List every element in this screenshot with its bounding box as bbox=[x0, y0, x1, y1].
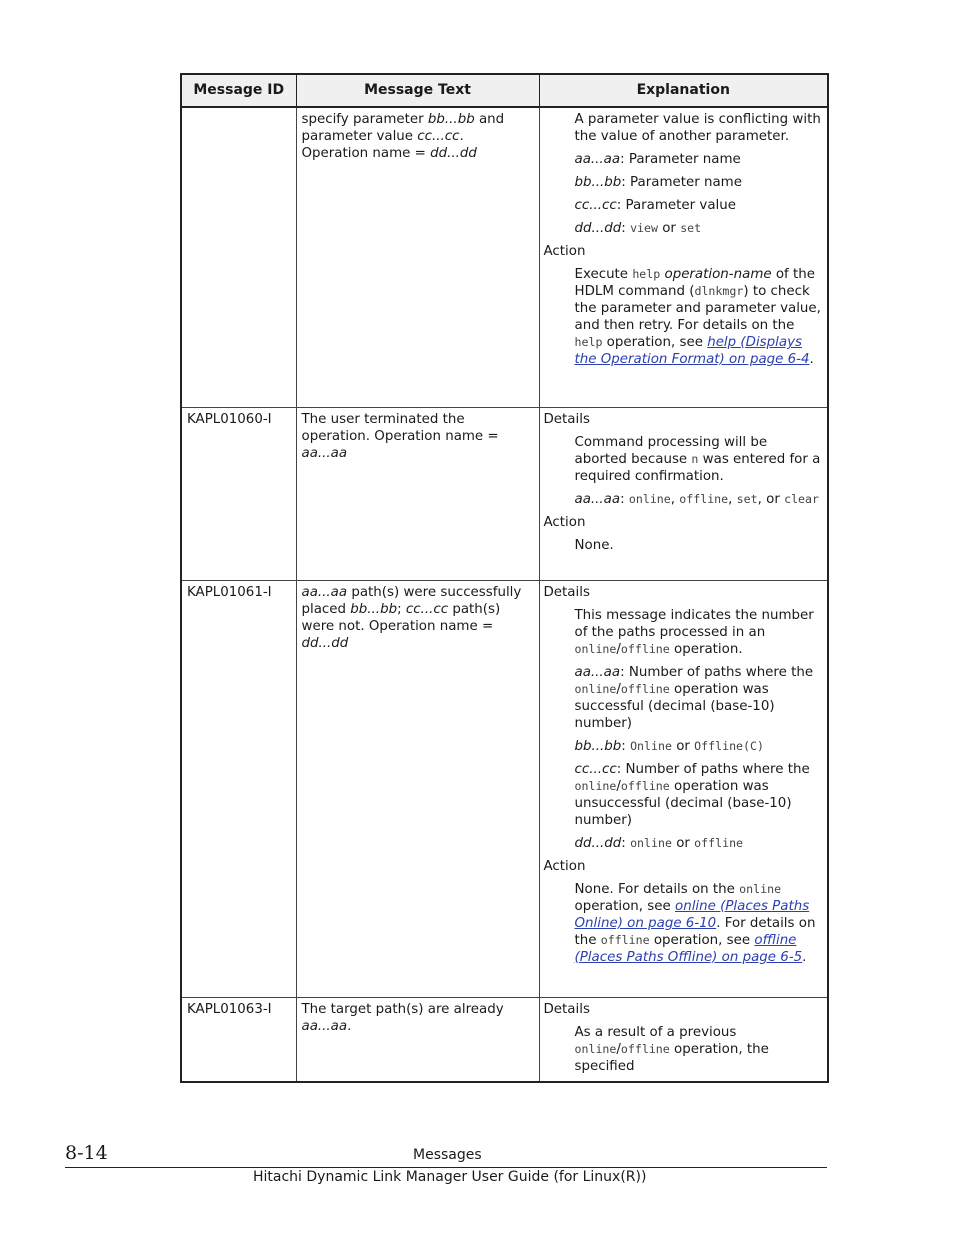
action-text: None. bbox=[574, 537, 614, 553]
message-text-cell: aa...aa path(s) were successfully placed bb...bb; cc...cc path(s) were not. Operation name = dd...dd bbox=[296, 580, 539, 997]
footer-divider bbox=[65, 1167, 827, 1168]
message-id-cell: KAPL01063-I bbox=[181, 997, 296, 1082]
details-text: Command processing will be aborted because n was entered for a required confirmation. bbox=[574, 434, 821, 484]
details-label: Details bbox=[543, 584, 590, 600]
table-row bbox=[181, 107, 828, 407]
page-number: 8-14 bbox=[65, 1142, 108, 1164]
message-id-cell: KAPL01060-I bbox=[181, 407, 296, 580]
variable-cc: cc...cc: Number of paths where the online/offline operation was unsuccessful (decimal (base-10) number) bbox=[574, 761, 810, 828]
variable-bb: bb...bb: Online or Offline(C) bbox=[574, 738, 764, 754]
message-text-cell: The user terminated the operation. Operation name = aa...aa bbox=[296, 407, 539, 580]
variable-aa: aa...aa: Number of paths where the online/offline operation was successful (decimal (base-10) number) bbox=[574, 664, 814, 731]
table-row bbox=[181, 407, 828, 580]
online-operation-link[interactable]: online (Places Paths Online) on page 6-10 bbox=[574, 898, 810, 931]
variable-cc: cc...cc: Parameter value bbox=[574, 198, 736, 213]
action-label: Action bbox=[543, 244, 586, 259]
action-text: None. For details on the online operation, see online (Places Paths Online) on page 6-10. For details on the offline operation, see offline (Places Paths Offline) on page 6-5. bbox=[574, 881, 816, 965]
footer-section-title: Messages bbox=[413, 1147, 482, 1163]
table-row bbox=[181, 997, 828, 1082]
details-text: As a result of a previous online/offline operation, the specified bbox=[574, 1024, 769, 1074]
action-text: Execute help operation-name of the HDLM command (dlnkmgr) to check the parameter and parameter value, and then retry. For details on the help operation, see help (Displays the Operation Format) on page 6-4. bbox=[574, 267, 821, 367]
messages-table bbox=[180, 73, 829, 1083]
details-text: This message indicates the number of the paths processed in an online/offline operation. bbox=[574, 607, 814, 657]
action-label: Action bbox=[543, 858, 586, 874]
footer-guide-title: Hitachi Dynamic Link Manager User Guide (for Linux(R)) bbox=[253, 1169, 647, 1185]
variable-aa: aa...aa: online, offline, set, or clear bbox=[574, 491, 819, 507]
header-message-text: Message Text bbox=[296, 74, 539, 107]
details-label: Details bbox=[543, 411, 590, 427]
message-id-cell: KAPL01061-I bbox=[181, 580, 296, 997]
offline-operation-link[interactable]: offline (Places Paths Offline) on page 6-5 bbox=[574, 932, 803, 965]
explanation-cell bbox=[539, 107, 828, 407]
details-label: Details bbox=[543, 1001, 590, 1017]
variable-bb: bb...bb: Parameter name bbox=[574, 175, 742, 190]
action-label: Action bbox=[543, 514, 586, 530]
explanation-cell bbox=[539, 407, 828, 580]
message-text-cell: specify parameter bb...bb and parameter value cc...cc. Operation name = dd...dd bbox=[296, 107, 539, 407]
message-id-cell bbox=[181, 107, 296, 407]
help-operation-link[interactable]: help (Displays the Operation Format) on page 6-4 bbox=[574, 335, 810, 367]
explanation-cell bbox=[539, 580, 828, 997]
variable-dd: dd...dd: view or set bbox=[574, 221, 702, 236]
table-row bbox=[181, 580, 828, 997]
header-explanation: Explanation bbox=[539, 74, 828, 107]
table-header-row bbox=[181, 74, 828, 107]
header-message-id: Message ID bbox=[181, 74, 296, 107]
explanation-cell bbox=[539, 997, 828, 1082]
variable-dd: dd...dd: online or offline bbox=[574, 835, 744, 851]
explanation-paragraph: A parameter value is conflicting with the value of another parameter. bbox=[574, 112, 821, 144]
message-text-cell: The target path(s) are already aa...aa. bbox=[296, 997, 539, 1082]
variable-aa: aa...aa: Parameter name bbox=[574, 152, 741, 167]
